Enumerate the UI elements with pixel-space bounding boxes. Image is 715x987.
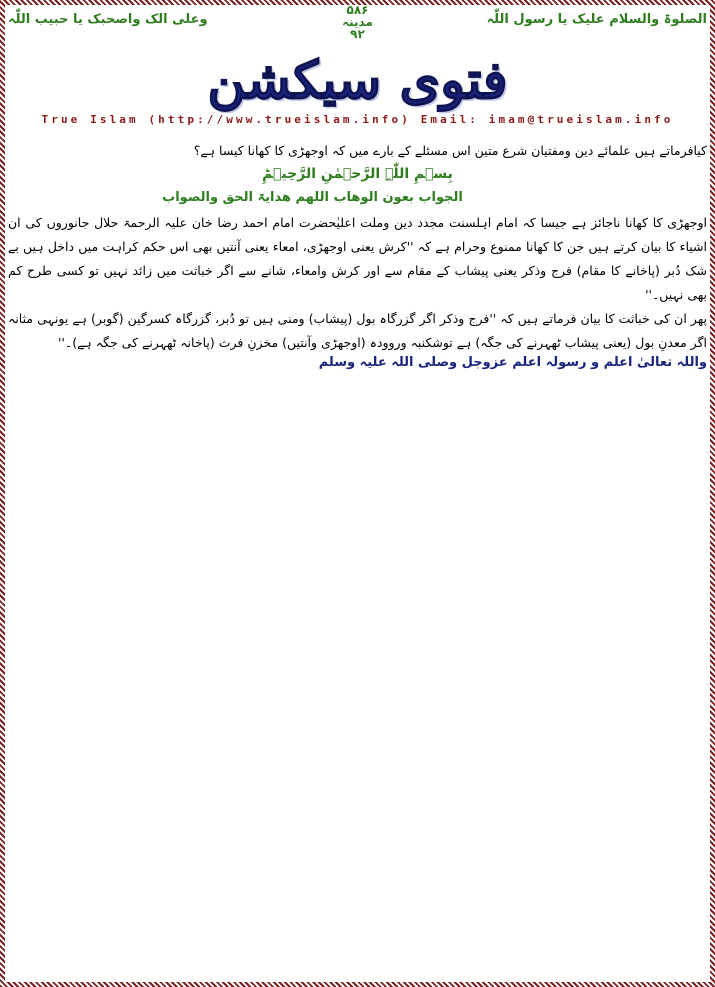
page-number-mid: مدینہ (342, 15, 373, 29)
closing-line: واللہ تعالیٰ اعلم و رسولہ اعلم عزوجل وصلی اللہ علیہ وسلم (318, 355, 707, 370)
site-info-line: True Islam (http://www.trueislam.info) Email: imam@trueislam.info (41, 113, 674, 126)
salutation-left: وعلی الک واصحبک یا حبیب اللّٰہ (8, 12, 208, 27)
fatwa-content (8, 140, 707, 370)
salutation-right: الصلوۃ والسلام علیک یا رسول اللّٰہ (486, 12, 707, 27)
answer-heading: الجواب بعون الوھاب اللھم ھدایۃ الحق والصواب (162, 190, 463, 205)
page-number-bottom: ۹۲ (350, 27, 365, 41)
bismillah: بِسۡمِ اللّٰہِ الرَّحۡمٰنِ الرَّحِیۡمِؕ (262, 166, 453, 182)
page-number-top: ۵۸۶ (346, 3, 369, 17)
fatwa-section-logo: فتوی سیکشن (207, 50, 508, 111)
answer-paragraph: اوجھڑی کا کھانا ناجائز ہے جیسا کہ امام اہلسنت مجدد دین وملت اعلیٰحضرت امام احمد رضا خان علیہ الرحمۃ حلال جانوروں کی ان اشیاء کا بیان کرتے ہیں جن کا کھانا ممنوع وحرام ہے کہ ''کرش یعنی اوجھڑی، امعاء یعنی آنتیں بھی اس حکم کراہت میں داخل ہیں بے شک دُبر (پاخانے کا مقام) فرج وذکر یعنی پیشاب کے مقام سے اور کرش وامعاء، شانے سے اگر خباثت میں زائد نہیں تو کسی طرح کم بھی نہیں۔'' (8, 215, 707, 302)
question-text: کیافرماتے ہیں علمائے دین ومفتیان شرع متین اس مسئلے کے بارے میں کہ اوجھڑی کا کھانا کیسا ہے؟ (193, 143, 707, 158)
answer-paragraph: پھر ان کی خباثت کا بیان فرماتے ہیں کہ ''فرج وذکر اگر گزرگاہ بول (پیشاب) ومنی ہیں تو دُبر، گزرگاہ کسرگین (گوبر) ہے یونہی مثانہ اگر معدنِ بول (یعنی پیشاب ٹھہرنے کی جگہ) ہے توشکنبہ وروودہ (اوجھڑی وآنتیں) مخزنِ فرث (پاخانہ ٹھہرنے کی جگہ ہے)۔'' (8, 311, 707, 350)
